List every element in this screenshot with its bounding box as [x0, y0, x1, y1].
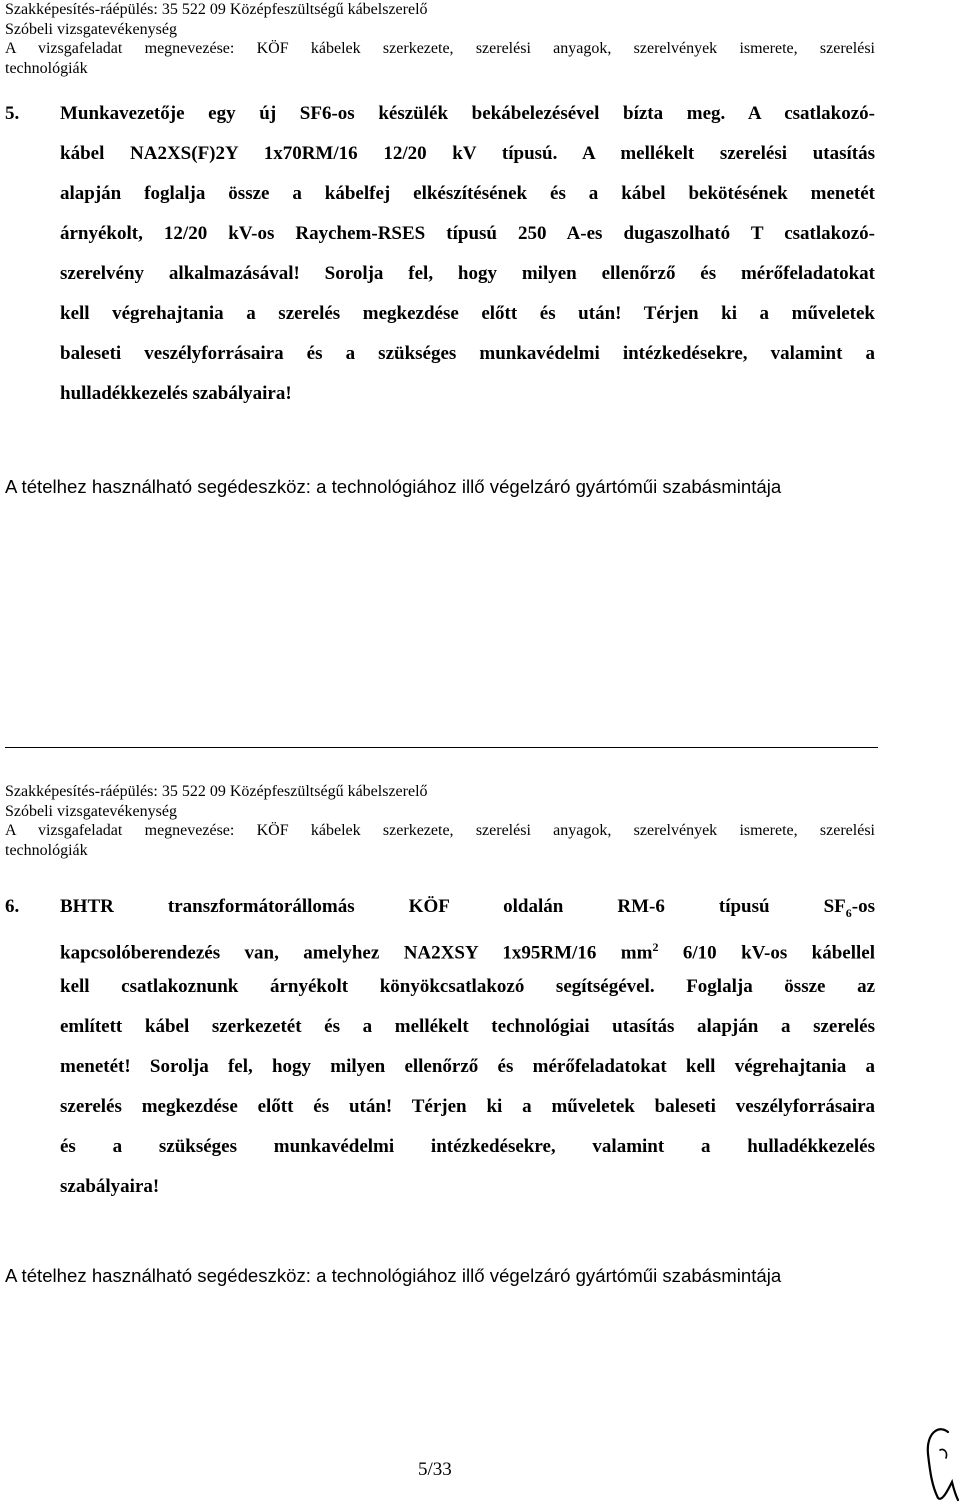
header-task-title: A vizsgafeladat megnevezése: KÖF kábelek szerkezete, szerelési anyagok, szerelvények ismerete, szerelési	[5, 40, 875, 57]
page-break-rule	[5, 747, 878, 748]
question-line: kábel NA2XS(F)2Y 1x70RM/16 12/20 kV típusú. A mellékelt szerelési utasítás	[60, 143, 875, 164]
question-line: kapcsolóberendezés van, amelyhez NA2XSY 1x95RM/16 $mm^2$ 6/10 kV-os kábellel	[60, 940, 876, 964]
header-exam-activity: Szóbeli vizsgatevékenység	[5, 20, 177, 38]
question-line: szerelés megkezdése előtt és után! Térjen ki a műveletek baleseti veszélyforrásaira	[60, 1096, 875, 1117]
header-task-title-continued: technológiák	[5, 59, 88, 77]
page-header	[5, 0, 875, 78]
header-qualification: Szakképesítés-ráépülés: 35 522 09 Középfeszültségű kábelszerelő	[5, 1, 428, 18]
question-line: szerelvény alkalmazásával! Sorolja fel, hogy milyen ellenőrző és mérőfeladatokat	[60, 263, 875, 284]
question-line: menetét! Sorolja fel, hogy milyen ellenőrző és mérőfeladatokat kell végrehajtania a	[60, 1056, 875, 1077]
question-number: 6.	[5, 896, 20, 917]
page-header	[5, 782, 875, 860]
question-line: 6. BHTR transzformátorállomás KÖF oldalán RM-6 típusú $SF_6-os$	[5, 887, 875, 927]
header-exam-activity: Szóbeli vizsgatevékenység	[5, 802, 177, 820]
permitted-aid-note: A tételhez használható segédeszköz: a technológiához illő végelzáró gyártóműi szabásmintája	[5, 476, 782, 497]
question-line: hulladékkezelés szabályaira!	[60, 383, 292, 404]
question-line: szabályaira!	[60, 1176, 160, 1197]
header-task-title-continued: technológiák	[5, 841, 88, 859]
permitted-aid-note: A tételhez használható segédeszköz: a technológiához illő végelzáró gyártóműi szabásmintája	[5, 1265, 782, 1286]
question-line: árnyékolt, 12/20 kV-os Raychem-RSES típusú 250 A-es dugaszolható T csatlakozó-	[60, 223, 875, 244]
question-line: említett kábel szerkezetét és a mellékelt technológiai utasítás alapján a szerelés	[60, 1016, 875, 1037]
handwritten-signature-icon	[918, 1420, 960, 1503]
header-task-title: A vizsgafeladat megnevezése: KÖF kábelek szerkezete, szerelési anyagok, szerelvények ismerete, szerelési	[5, 822, 875, 839]
question-number: 5.	[5, 103, 20, 124]
question-line: alapján foglalja össze a kábelfej elkészítésének és a kábel bekötésének menetét	[60, 183, 875, 204]
exam-question-6	[5, 887, 875, 1207]
question-line: baleseti veszélyforrásaira és a szükséges munkavédelmi intézkedésekre, valamint a	[60, 343, 875, 364]
question-line: 5. Munkavezetője egy új SF6-os készülék bekábelezésével bízta meg. A csatlakozó-	[5, 94, 875, 134]
page-number: 5/33	[418, 1459, 452, 1480]
exam-question-5	[5, 94, 875, 414]
question-line: és a szükséges munkavédelmi intézkedésekre, valamint a hulladékkezelés	[60, 1136, 875, 1157]
question-line: kell csatlakoznunk árnyékolt könyökcsatlakozó segítségével. Foglalja össze az	[60, 976, 875, 997]
header-qualification: Szakképesítés-ráépülés: 35 522 09 Középfeszültségű kábelszerelő	[5, 783, 428, 800]
question-line: kell végrehajtania a szerelés megkezdése előtt és után! Térjen ki a műveletek	[60, 303, 875, 324]
